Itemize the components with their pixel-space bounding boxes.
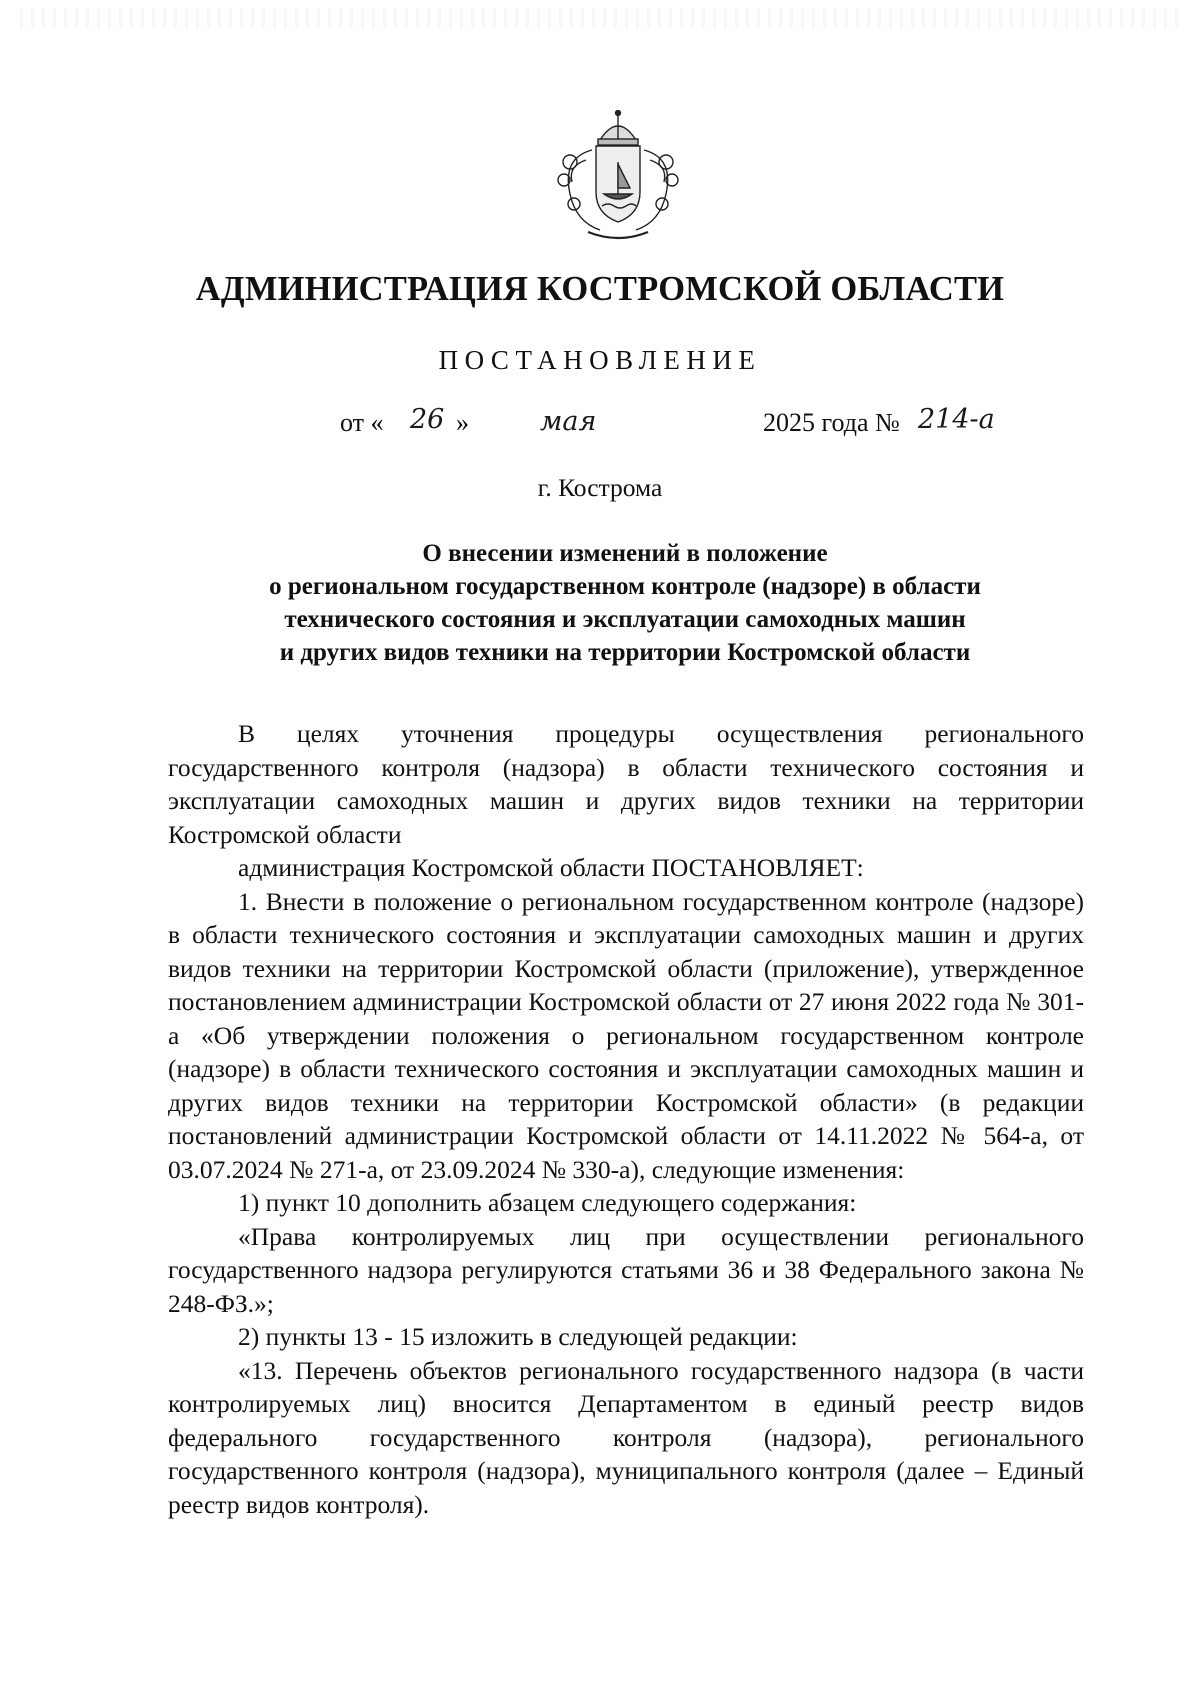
date-day-handwritten: 26 bbox=[410, 404, 445, 435]
document-body bbox=[168, 717, 1084, 1521]
date-year: 2025 года № bbox=[763, 408, 900, 437]
date-month-handwritten: мая bbox=[540, 406, 597, 437]
body-paragraph: «Права контролируемых лиц при осуществлении регионального государственного надзора регулируются статьями 36 и 38 Федерального закона № 248-ФЗ.»; bbox=[168, 1221, 1084, 1318]
subject-line: о региональном государственном контроле (надзоре) в области bbox=[269, 573, 981, 600]
subject-line: технического состояния и эксплуатации самоходных машин bbox=[284, 606, 966, 633]
body-paragraph: администрация Костромской области ПОСТАНОВЛЯЕТ: bbox=[238, 853, 864, 882]
date-line bbox=[0, 404, 1200, 448]
document-type: ПОСТАНОВЛЕНИЕ bbox=[438, 345, 762, 375]
body-paragraph: 1. Внести в положение о региональном государственном контроле (надзоре) в области технического состояния и эксплуатации самоходных машин и других видов техники на территории Костромской области (приложение), утвержденное постановлением администрации Костромской области от 27 июня 2022 года № 301-а «Об утверждении положения о региональном государственном контроле (надзоре) в области технического состояния и эксплуатации самоходных машин и других видов техники на территории Костромской области» (в редакции постановлений администрации Костромской области от 14.11.2022 № 564-а, от 03.07.2024 № 271-а, от 23.09.2024 № 330-а), следующие изменения: bbox=[168, 886, 1084, 1184]
document-subject bbox=[150, 537, 1100, 669]
scan-noise bbox=[20, 8, 1180, 28]
date-prefix: от « bbox=[340, 408, 384, 437]
city: г. Кострома bbox=[537, 473, 663, 502]
body-paragraph: 2) пункты 13 - 15 изложить в следующей редакции: bbox=[238, 1322, 798, 1351]
organization-title: АДМИНИСТРАЦИЯ КОСТРОМСКОЙ ОБЛАСТИ bbox=[195, 270, 1005, 308]
date-close: » bbox=[456, 408, 469, 437]
body-paragraph: В целях уточнения процедуры осуществления регионального государственного контроля (надзора) в области технического состояния и эксплуатации самоходных машин и других видов техники на территории Костромской области bbox=[168, 719, 1084, 849]
document-number-handwritten: 214-а bbox=[918, 404, 995, 435]
body-paragraph: 1) пункт 10 дополнить абзацем следующего содержания: bbox=[238, 1188, 857, 1217]
subject-line: и других видов техники на территории Костромской области bbox=[279, 639, 971, 666]
subject-line: О внесении изменений в положение bbox=[422, 540, 828, 567]
body-paragraph: «13. Перечень объектов регионального государственного надзора (в части контролируемых лиц) вносится Департаментом в единый реестр видов федерального государственного контроля (надзора), регионального государственного контроля (надзора), муниципального контроля (далее – Единый реестр видов контроля). bbox=[168, 1355, 1084, 1519]
coat-of-arms-icon bbox=[548, 110, 688, 245]
